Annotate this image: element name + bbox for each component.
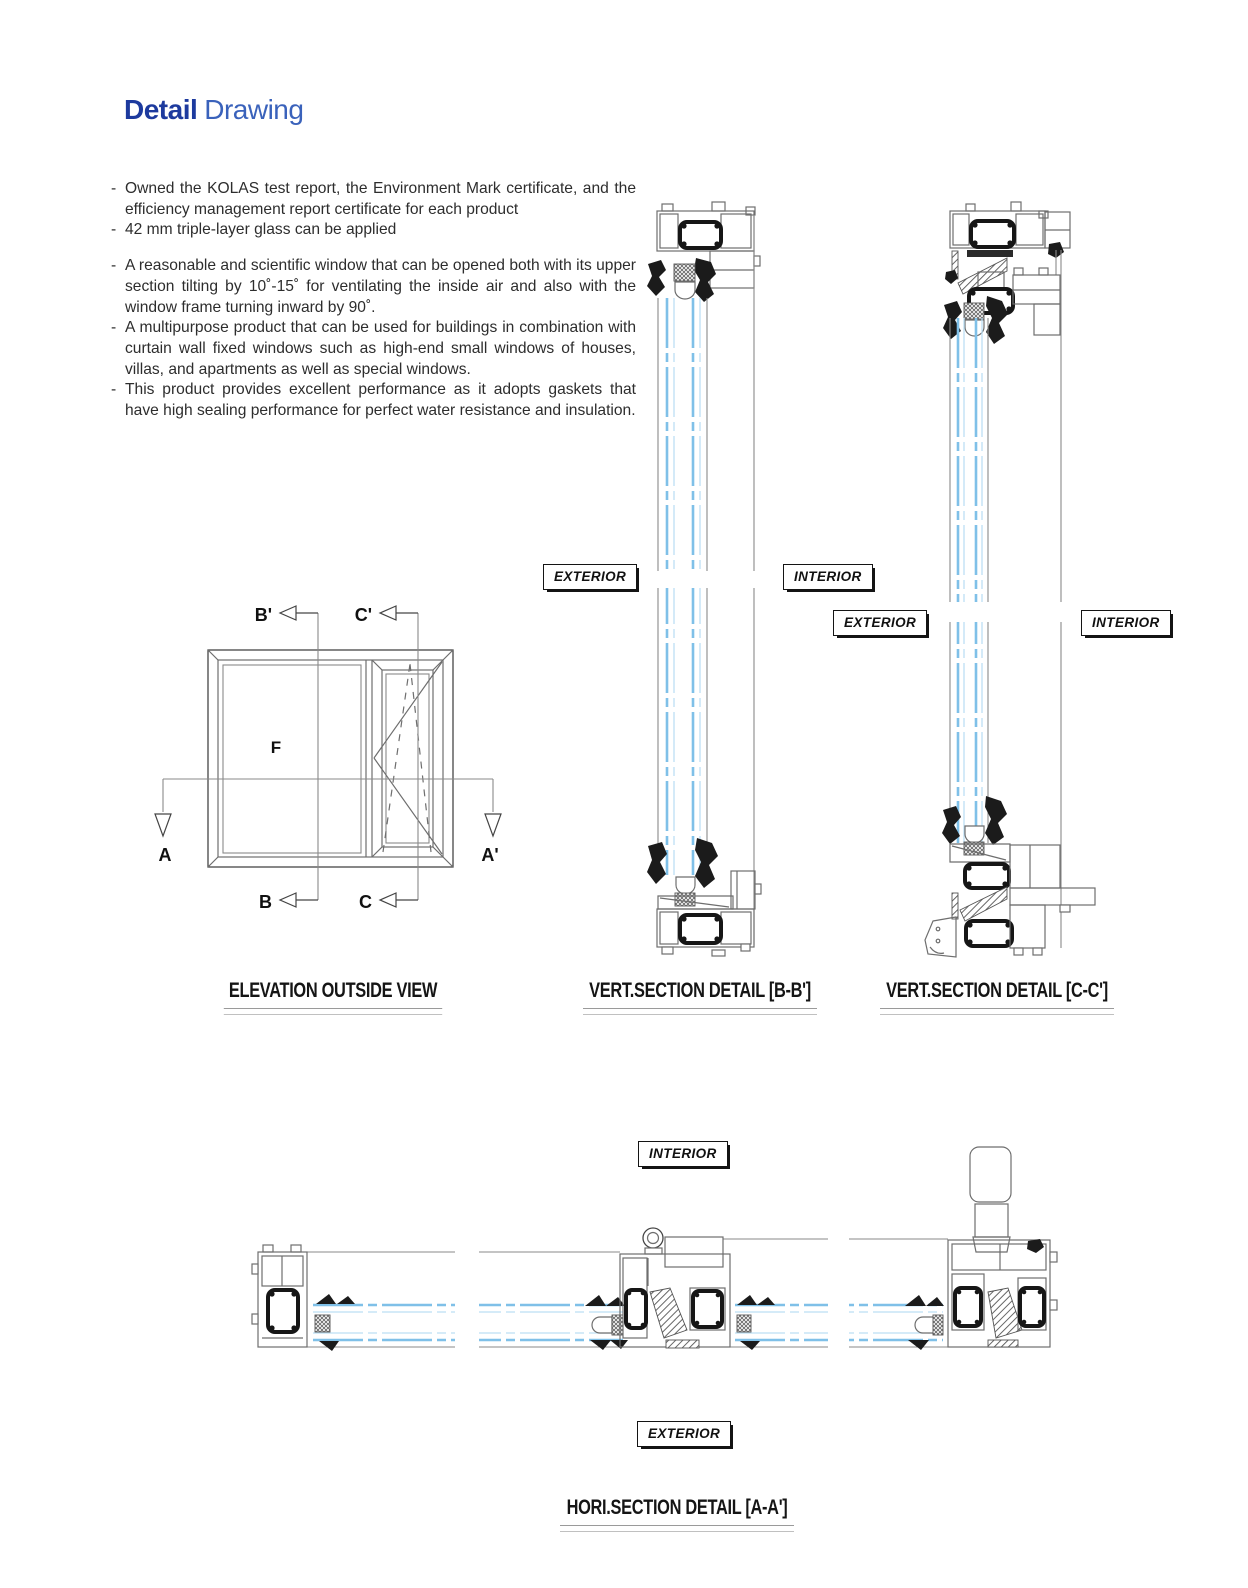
section-aa-title-text: HORI.SECTION DETAIL [A-A']: [566, 1496, 788, 1519]
exterior-tag-aa: EXTERIOR: [637, 1421, 731, 1447]
marker-b-bottom: B: [259, 892, 272, 912]
hori-section-aa-drawing: [252, 1147, 1057, 1358]
vert-section-bb-drawing: [640, 202, 765, 956]
window-handle: [970, 1147, 1011, 1252]
mullion-hinge-profile: [620, 1228, 730, 1348]
section-aa-title: [560, 1496, 794, 1532]
elevation-title-text: ELEVATION OUTSIDE VIEW: [228, 979, 438, 1002]
marker-c-bottom: C: [359, 892, 372, 912]
title-underline: [583, 1008, 817, 1015]
marker-b-top: B': [254, 605, 272, 625]
hinge-icon: [643, 1228, 663, 1248]
section-bb-title-text: VERT.SECTION DETAIL [B-B']: [589, 979, 811, 1002]
title-underline: [560, 1525, 794, 1532]
glazing-unit-cc: [950, 318, 988, 843]
vert-section-cc-drawing: [925, 202, 1095, 957]
section-cc-title-text: VERT.SECTION DETAIL [C-C']: [886, 979, 1108, 1002]
marker-a-right: A': [481, 845, 499, 865]
left-jamb-profile: [252, 1245, 307, 1347]
tilt-turn-sash: [372, 660, 443, 857]
section-markers: [155, 605, 501, 912]
fixed-glass-pane: [223, 665, 361, 853]
title-underline: [224, 1008, 442, 1015]
interior-tag-cc: INTERIOR: [1081, 610, 1171, 636]
page-title-regular: Drawing: [204, 94, 304, 125]
fixed-panel-label: F: [270, 738, 282, 757]
feature-item: - A multipurpose product that can be used for buildings in combination with curtain wall fixed windows such as high-end small windows of houses, villas, and apartments as well as special windows.: [110, 318, 636, 380]
interior-tag-aa: INTERIOR: [638, 1141, 728, 1167]
section-cc-title: [880, 979, 1114, 1015]
elevation-drawing: [155, 605, 501, 912]
exterior-tag-cc: EXTERIOR: [833, 610, 927, 636]
feature-item: - Owned the KOLAS test report, the Environment Mark certificate, and the efficiency management report certificate for each product: [110, 179, 636, 220]
marker-c-top: C': [354, 605, 372, 625]
exterior-tag-bb: EXTERIOR: [543, 564, 637, 590]
marker-a-left: A: [158, 845, 172, 865]
elevation-title: [224, 979, 442, 1015]
interior-tag-bb: INTERIOR: [783, 564, 873, 590]
page-title-bold: Detail: [124, 94, 198, 125]
section-bb-title: [583, 979, 817, 1015]
feature-item: - 42 mm triple-layer glass can be applied: [110, 220, 636, 241]
feature-item: - This product provides excellent performance as it adopts gaskets that have high sealing performance for perfect water resistance and insulation.: [110, 380, 636, 421]
title-underline: [880, 1008, 1114, 1015]
right-jamb-profile: [948, 1239, 1057, 1347]
feature-item: - A reasonable and scientific window that can be opened both with its upper section tilting by 10˚-15˚ for ventilating the inside air and also with the window frame turning inward by 90˚.: [110, 256, 636, 318]
